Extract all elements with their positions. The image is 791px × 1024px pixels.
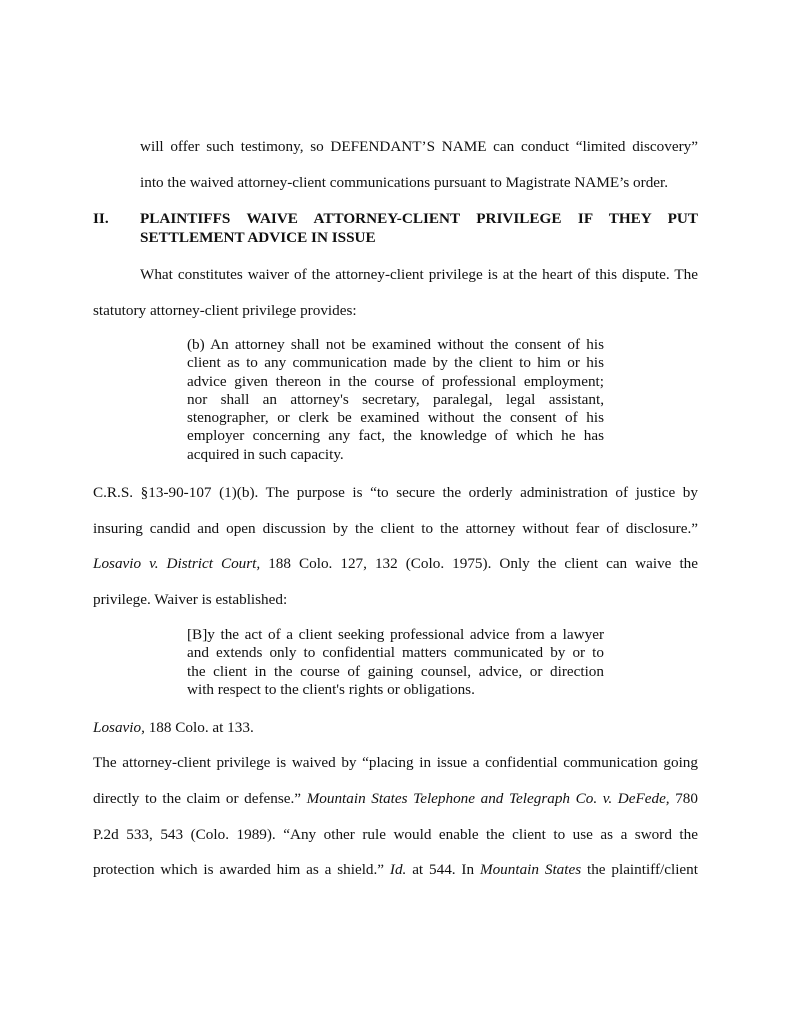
section-heading [93, 209, 698, 247]
case-citation: Losavio [93, 719, 142, 736]
quote-line: acquired in such capacity. [187, 445, 344, 463]
body-line: into the waived attorney-client communications pursuant to Magistrate NAME’s order. [140, 174, 669, 191]
body-line: C.R.S. §13-90-107 (1)(b). The purpose is “to secure the orderly administration of justice by [93, 484, 698, 501]
body-text: 780 [669, 790, 698, 807]
body-line [93, 860, 698, 880]
quote-line: nor shall an attorney's secretary, paralegal, legal assistant, [187, 390, 604, 408]
quote-line: advice given thereon in the course of professional employment; [187, 372, 604, 390]
body-text: at 544. In [406, 861, 480, 878]
body-line: The attorney-client privilege is waived by “placing in issue a confidential communication going [93, 754, 698, 771]
case-citation: Mountain States Telephone and Telegraph Co. v. DeFede, [306, 790, 670, 807]
body-line: privilege. Waiver is established: [93, 591, 288, 608]
body-line [93, 789, 698, 809]
quote-line: client as to any communication made by the client to him or his [187, 354, 604, 372]
quote-line: and extends only to confidential matters communicated by or to [187, 644, 604, 662]
case-citation: Losavio v. District Court, [93, 555, 261, 572]
citation-line [93, 718, 698, 738]
quote-line: [B]y the act of a client seeking professional advice from a lawyer [187, 626, 604, 643]
body-line [93, 554, 698, 574]
quote-line: stenographer, or clerk be examined without the consent of his [187, 409, 604, 427]
case-citation: Id. [389, 861, 407, 878]
body-text: directly to the claim or defense.” [93, 790, 307, 807]
body-line: statutory attorney-client privilege provides: [93, 302, 357, 319]
body-line: insuring candid and open discussion by the client to the attorney without fear of disclosure.” [93, 520, 698, 537]
section-heading-line: SETTLEMENT ADVICE IN ISSUE [140, 229, 376, 246]
body-text: protection which is awarded him as a shield.” [93, 861, 390, 878]
body-line: What constitutes waiver of the attorney-client privilege is at the heart of this dispute. The [140, 266, 698, 283]
quote-line: the client in the course of gaining counsel, advice, or direction [187, 662, 604, 680]
body-text: 188 Colo. 127, 132 (Colo. 1975). Only the client can waive the [260, 555, 698, 572]
body-line: will offer such testimony, so DEFENDANT’S NAME can conduct “limited discovery” [140, 138, 698, 155]
quote-line: with respect to the client's rights or obligations. [187, 680, 475, 698]
block-quote [187, 336, 604, 464]
quote-line: (b) An attorney shall not be examined without the consent of his [187, 336, 604, 353]
body-text: the plaintiff/client [581, 861, 698, 878]
body-text: , 188 Colo. at 133. [141, 719, 254, 736]
body-line: P.2d 533, 543 (Colo. 1989). “Any other rule would enable the client to use as a sword the [93, 826, 698, 843]
block-quote [187, 626, 604, 699]
case-citation: Mountain States [479, 861, 582, 878]
quote-line: employer concerning any fact, the knowledge of which he has [187, 427, 604, 445]
section-number: II. [93, 210, 109, 227]
section-heading-line: PLAINTIFFS WAIVE ATTORNEY-CLIENT PRIVILEGE IF THEY PUT [140, 210, 698, 227]
